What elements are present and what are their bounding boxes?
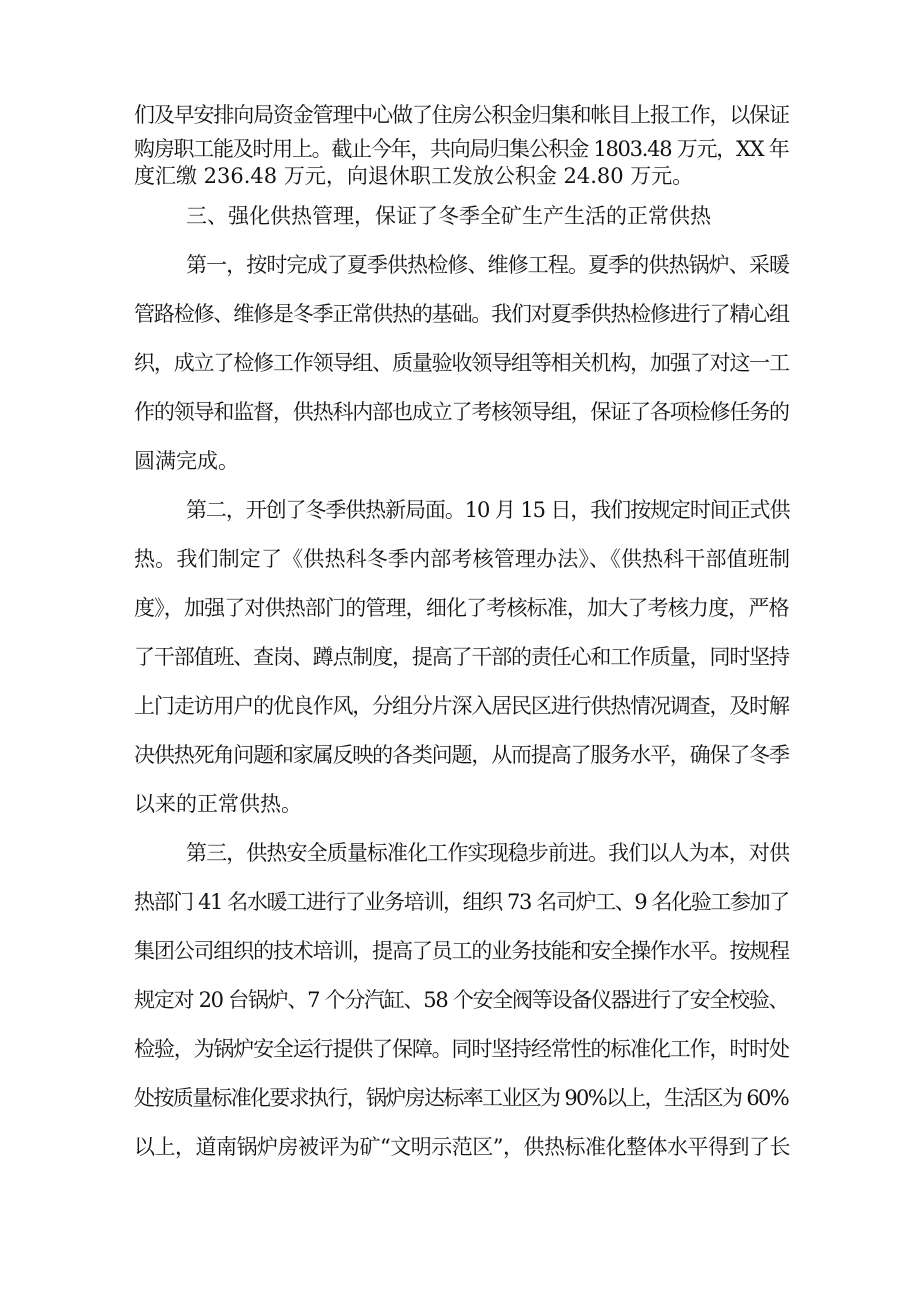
- text-line: 第二，开创了冬季供热新局面。10 月 15 日，我们按规定时间正式供: [186, 498, 790, 522]
- text-line: 购房职工能及时用上。截止今年，共向局归集公积金 1803.48 万元，XX 年: [134, 137, 789, 161]
- text-line: 以上，道南锅炉房被评为矿“文明示范区”，供热标准化整体水平得到了长: [134, 1135, 790, 1159]
- text-line: 集团公司组织的技术培训，提高了员工的业务技能和安全操作水平。按规程: [134, 939, 789, 963]
- text-line: 织，成立了检修工作领导组、质量验收领导组等相关机构，加强了对这一工: [134, 351, 789, 375]
- text-line: 第三，供热安全质量标准化工作实现稳步前进。我们以人为本，对供: [186, 841, 790, 865]
- section-heading: 三、强化供热管理，保证了冬季全矿生产生活的正常供热: [186, 204, 711, 228]
- text-line: 以来的正常供热。: [134, 792, 302, 816]
- text-line: 圆满完成。: [134, 449, 239, 473]
- text-line: 度》，加强了对供热部门的管理，细化了考核标准，加大了考核力度，严格: [134, 596, 789, 620]
- text-line: 第一，按时完成了夏季供热检修、维修工程。夏季的供热锅炉、采暖: [186, 253, 790, 277]
- text-line: 规定对 20 台锅炉、7 个分汽缸、58 个安全阀等设备仪器进行了安全校验、: [134, 988, 789, 1012]
- text-line: 了干部值班、查岗、蹲点制度，提高了干部的责任心和工作质量，同时坚持: [134, 645, 789, 669]
- text-line: 度汇缴 236.48 万元，向退休职工发放公积金 24.80 万元。: [134, 164, 694, 188]
- text-line: 上门走访用户的优良作风，分组分片深入居民区进行供热情况调查，及时解: [134, 694, 789, 718]
- text-line: 热。我们制定了《供热科冬季内部考核管理办法》、《供热科干部值班制: [134, 547, 791, 571]
- text-line: 们及早安排向局资金管理中心做了住房公积金归集和帐目上报工作，以保证: [134, 103, 789, 127]
- text-line: 作的领导和监督，供热科内部也成立了考核领导组，保证了各项检修任务的: [134, 400, 789, 424]
- text-line: 检验，为锅炉安全运行提供了保障。同时坚持经常性的标准化工作，时时处: [134, 1037, 789, 1061]
- text-line: 热部门 41 名水暖工进行了业务培训，组织 73 名司炉工、9 名化验工参加了: [134, 890, 789, 914]
- text-line: 管路检修、维修是冬季正常供热的基础。我们对夏季供热检修进行了精心组: [134, 302, 789, 326]
- text-line: 处按质量标准化要求执行，锅炉房达标率工业区为 90%以上，生活区为 60%: [134, 1086, 789, 1110]
- text-line: 决供热死角问题和家属反映的各类问题，从而提高了服务水平，确保了冬季: [134, 743, 789, 767]
